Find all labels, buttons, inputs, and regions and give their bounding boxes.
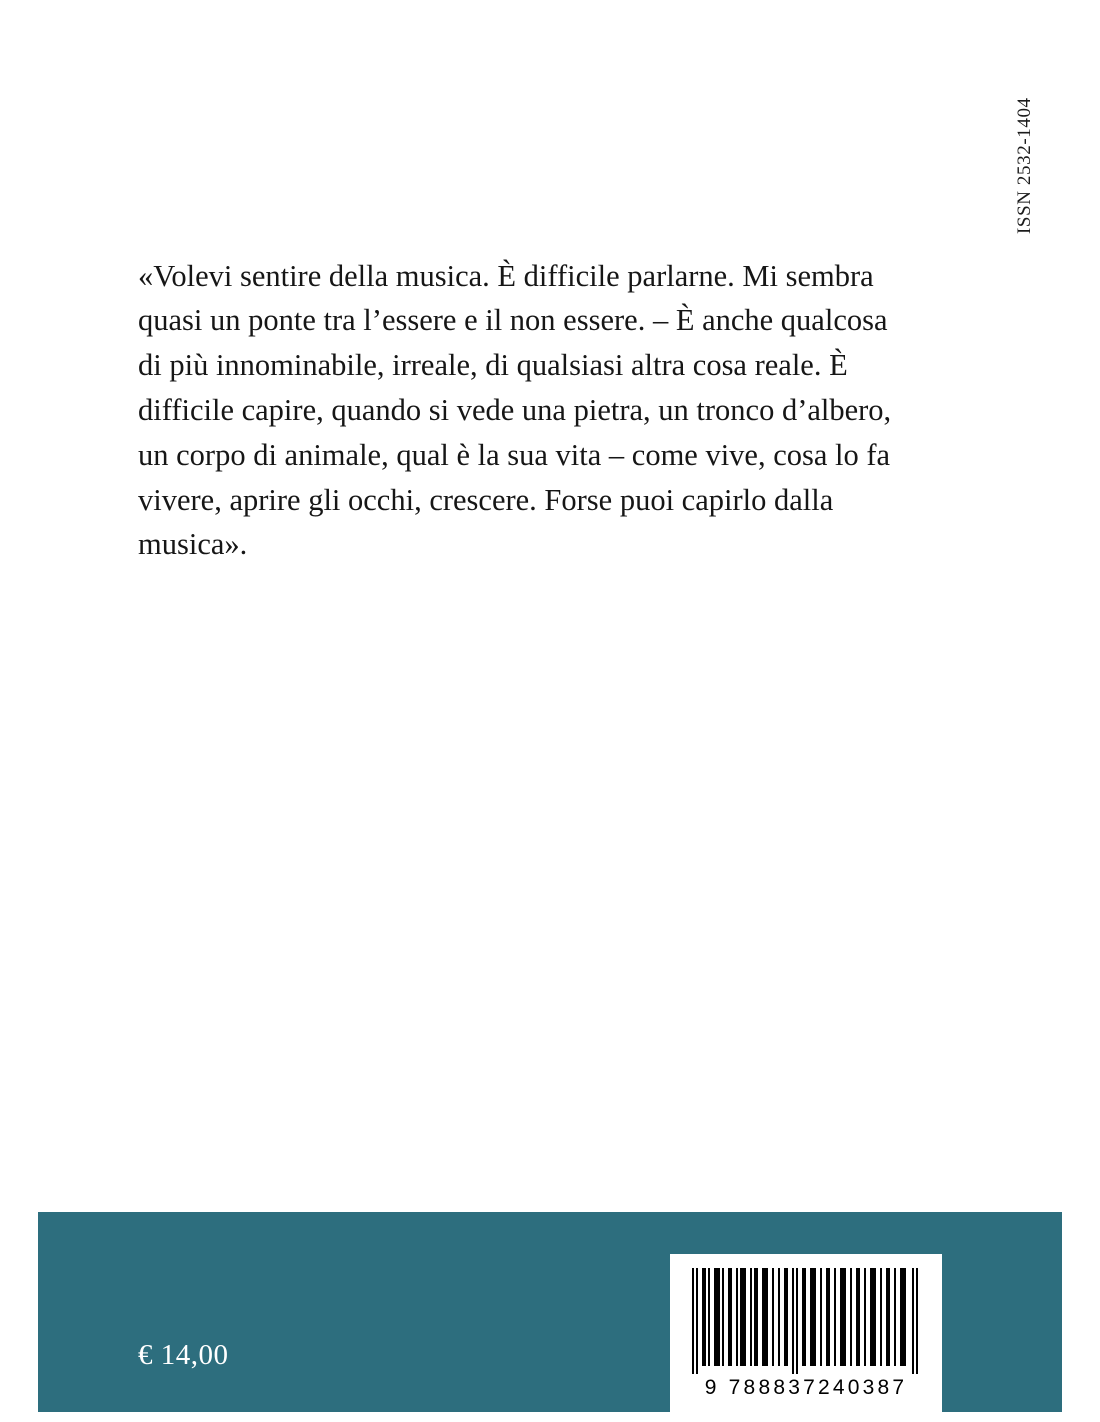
issn-label: ISSN 2532-1404 bbox=[1014, 97, 1035, 234]
price-label: € 14,00 bbox=[138, 1339, 229, 1371]
footer-band bbox=[38, 1212, 1062, 1412]
blurb-paragraph: «Volevi sentire della musica. È difficile parlarne. Mi sembra quasi un ponte tra l’essere e il non essere. – È anche qualcosa di più innominabile, irreale, di qualsiasi altra cosa reale. È difficile capire, quando si vede una pietra, un tronco d’albero, un corpo di animale, qual è la sua vita – come vive, cosa lo fa vivere, aprire gli occhi, crescere. Forse puoi capirlo dalla musica». bbox=[138, 258, 892, 562]
barcode-digits: 9 788837240387 bbox=[704, 1376, 908, 1399]
cover-body bbox=[38, 8, 1062, 1412]
barcode-bars bbox=[682, 1268, 930, 1374]
barcode bbox=[670, 1254, 942, 1412]
